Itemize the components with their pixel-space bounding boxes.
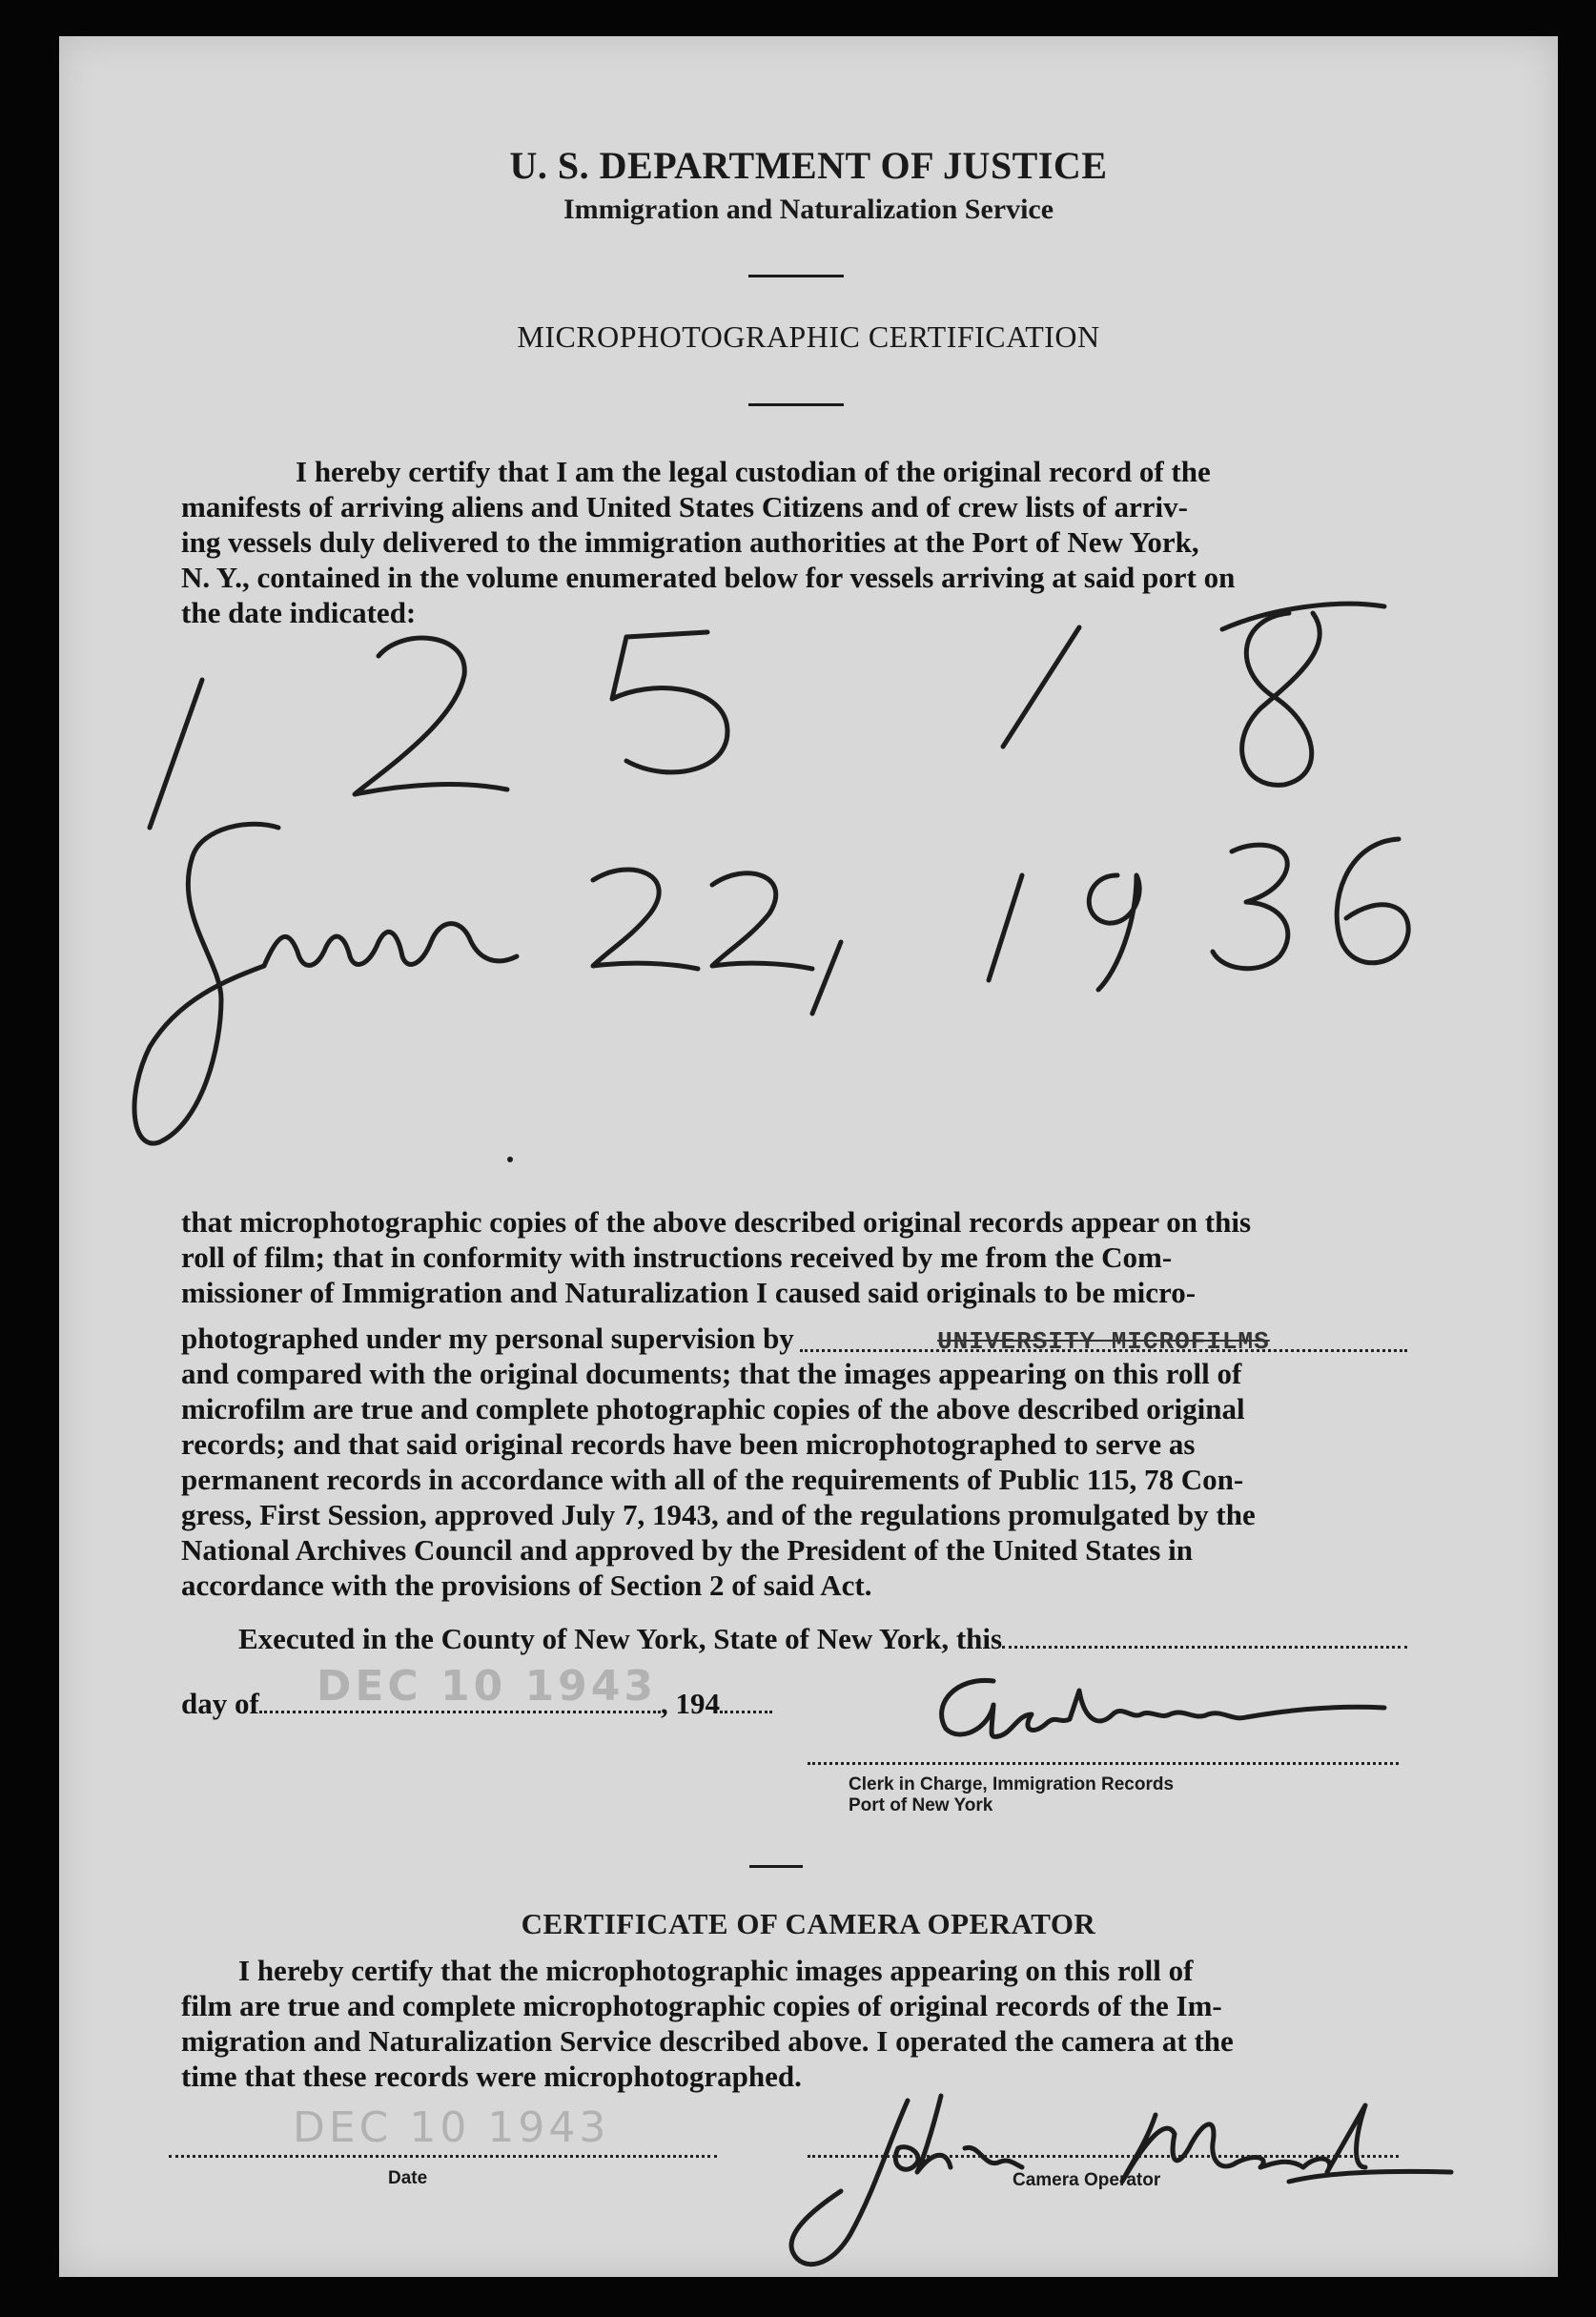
- paragraph-line: roll of film; that in conformity with instructions received by me from the Com-: [181, 1241, 1173, 1274]
- certificate-sheet: [59, 36, 1558, 2277]
- operator-date-stamp: DEC 10 1943: [293, 2103, 610, 2152]
- handwriting-area: [59, 589, 1558, 1180]
- day-of-label: day of: [181, 1687, 259, 1720]
- operator-signature-line: [808, 2155, 1399, 2158]
- paragraph-line: records; and that said original records have been microphotographed to serve as: [181, 1427, 1196, 1461]
- executed-day-field: [1002, 1621, 1407, 1649]
- supervisor-field: [800, 1321, 1407, 1356]
- paragraph-line: manifests of arriving aliens and United States Citizens and of crew lists of arriv-: [181, 490, 1188, 523]
- paragraph-line: ing vessels duly delivered to the immigration authorities at the Port of New York,: [181, 525, 1199, 559]
- compared-paragraph: [181, 1356, 1407, 1603]
- clerk-signature: [879, 1662, 1451, 1767]
- date-label: Date: [388, 2168, 428, 2188]
- supervision-prefix: photographed under my personal supervision by: [181, 1322, 794, 1355]
- ink-dot: [507, 1157, 513, 1162]
- paragraph-line: National Archives Council and approved by the President of the United States in: [181, 1533, 1193, 1567]
- year-field: [720, 1686, 772, 1713]
- operator-paragraph: [181, 1953, 1407, 2094]
- paragraph-line: the date indicated:: [181, 596, 417, 629]
- year-prefix: , 194: [661, 1687, 720, 1720]
- camera-operator-label: Camera Operator: [1013, 2170, 1161, 2190]
- paragraph-line: I hereby certify that the microphotographic images appearing on this roll of: [238, 1954, 1194, 1987]
- clerk-title-line-1: Clerk in Charge, Immigration Records: [849, 1774, 1175, 1794]
- clerk-title: [849, 1774, 1174, 1816]
- executed-line: [181, 1621, 1407, 1656]
- divider-rule: [749, 1865, 803, 1868]
- service-subheading: Immigration and Naturalization Service: [563, 194, 1054, 225]
- month-field: [259, 1662, 661, 1713]
- paragraph-line: that microphotographic copies of the above described original records appear on this: [181, 1205, 1252, 1239]
- paragraph-line: and compared with the original documents; that the images appearing on this roll of: [181, 1357, 1242, 1390]
- divider-rule: [748, 403, 844, 406]
- certification-title: MICROPHOTOGRAPHIC CERTIFICATION: [517, 319, 1100, 354]
- copies-paragraph: [181, 1204, 1407, 1310]
- paragraph-line: N. Y., contained in the volume enumerated below for vessels arriving at said port on: [181, 561, 1236, 594]
- executed-text: Executed in the County of New York, State of New York, this: [238, 1622, 1003, 1655]
- supervision-line: [181, 1321, 1407, 1356]
- divider-rule: [748, 275, 844, 277]
- supervisor-name: UNIVERSITY MICROFILMS: [937, 1327, 1270, 1356]
- paragraph-line: accordance with the provisions of Section 2 of said Act.: [181, 1569, 872, 1602]
- paragraph-line: missioner of Immigration and Naturalization I caused said originals to be micro-: [181, 1276, 1197, 1309]
- handwritten-volume-number: [150, 604, 1384, 828]
- paragraph-line: permanent records in accordance with all of the requirements of Public 115, 78 Con-: [181, 1463, 1244, 1496]
- paragraph-line: I hereby certify that I am the legal custodian of the original record of the: [296, 455, 1211, 488]
- camera-operator-title: CERTIFICATE OF CAMERA OPERATOR: [521, 1907, 1096, 1940]
- clerk-signature-line: [808, 1762, 1399, 1765]
- paragraph-line: time that these records were microphotographed.: [181, 2060, 802, 2093]
- date-signature-line: [169, 2155, 717, 2158]
- paragraph-line: migration and Naturalization Service described above. I operated the camera at the: [181, 2024, 1234, 2058]
- clerk-title-line-2: Port of New York: [849, 1795, 993, 1815]
- paragraph-line: film are true and complete microphotographic copies of original records of the Im-: [181, 1989, 1222, 2022]
- paragraph-line: gress, First Session, approved July 7, 1943, and of the regulations promulgated by the: [181, 1498, 1256, 1531]
- department-heading: U. S. DEPARTMENT OF JUSTICE: [509, 144, 1108, 187]
- paragraph-line: microfilm are true and complete photographic copies of the above described original: [181, 1392, 1245, 1425]
- day-of-line: [181, 1662, 772, 1721]
- date-stamp: DEC 10 1943: [316, 1662, 658, 1711]
- handwritten-date: [134, 824, 1408, 1143]
